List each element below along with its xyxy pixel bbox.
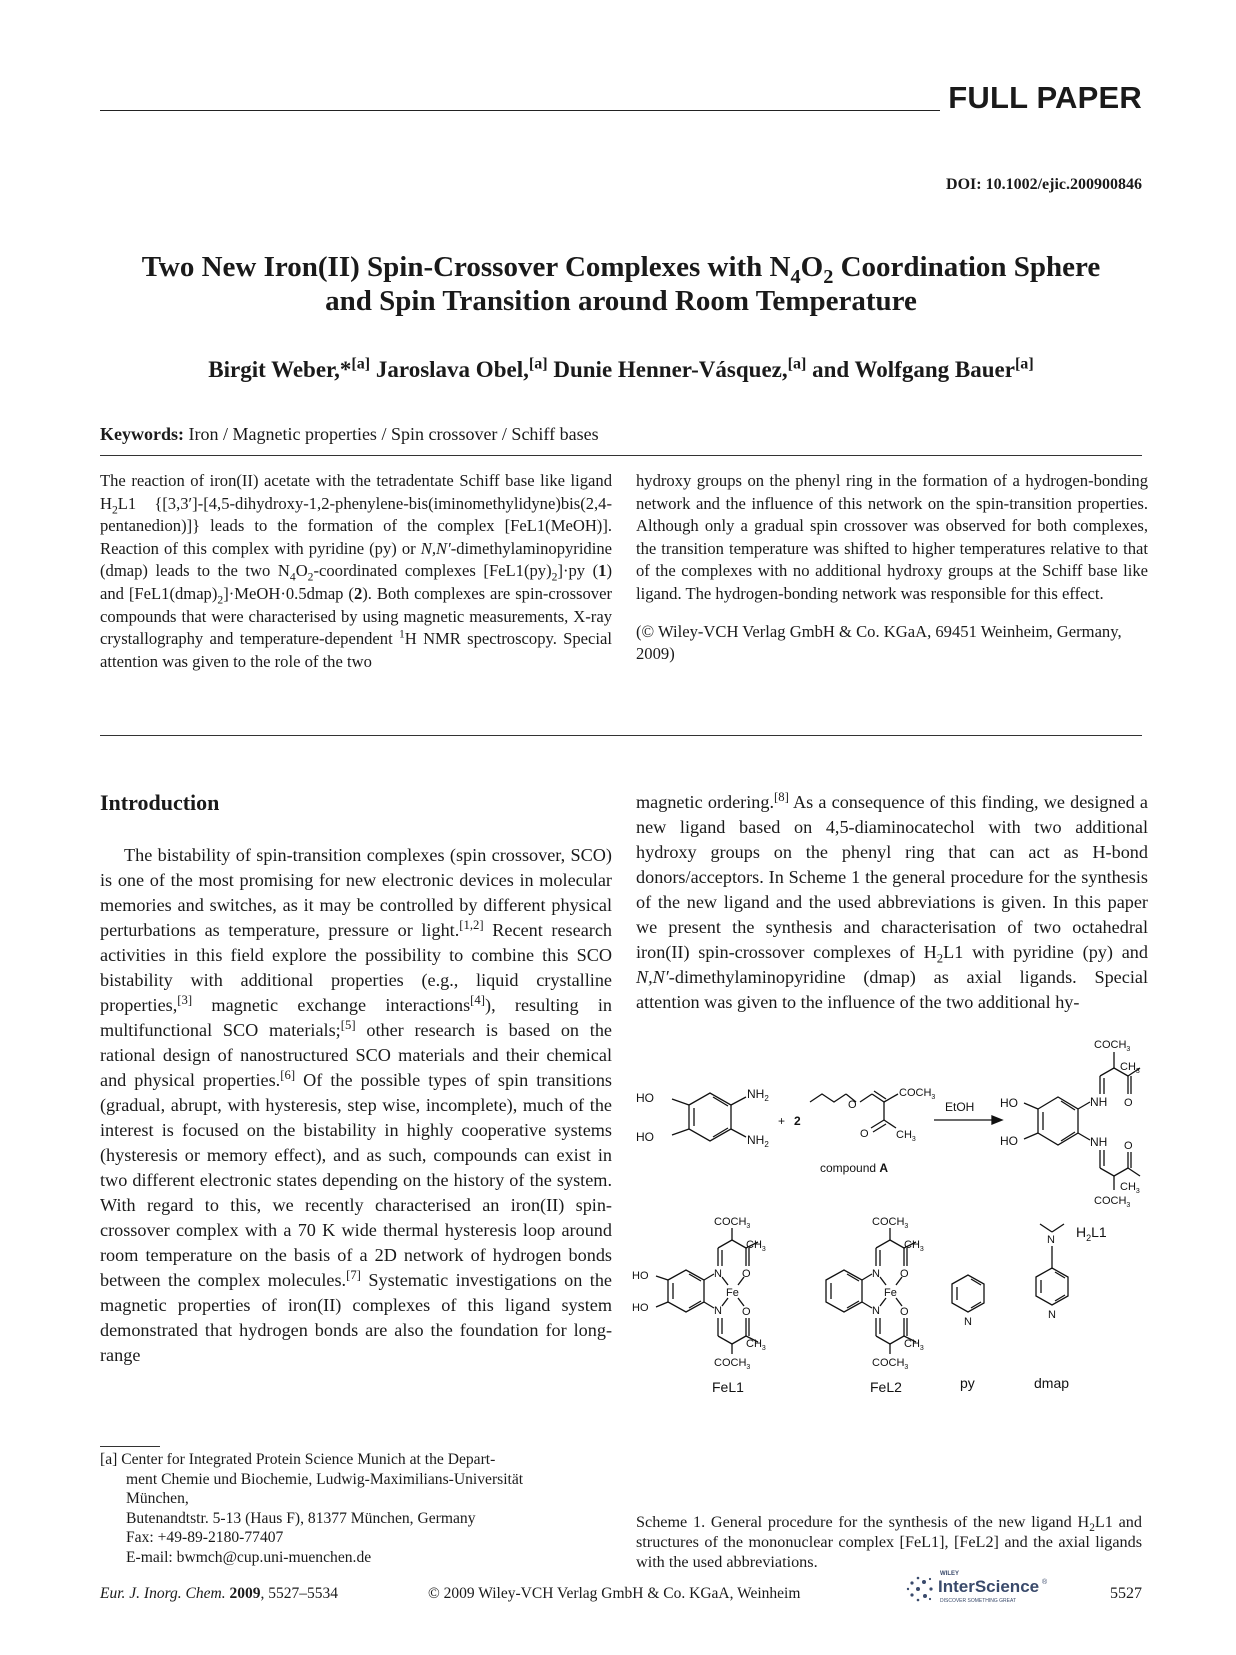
keywords-list: Iron / Magnetic properties / Spin crossover / Schiff bases [184, 424, 599, 444]
intro-left-column: The bistability of spin-transition complexes (spin crossover, SCO) is one of the most promising for new electronic devices in molecular memories and switches, as it may be controlled by different physical perturbations as temperature, pressure or light.[1,2] Recent research activities in this field explore the possibility to combine this SCO bistability with additional properties (e.g., liquid crystalline properties,[3] magnetic exchange interactions[4]), resulting in multifunctional SCO materials;[5] other research is based on the rational design of nanostructured SCO materials and their chemical and physical properties.[6] Of the possible types of spin transitions (gradual, abrupt, with hysteresis, step wise, incomplete), much of the interest is focused on the bistability in highly cooperative systems (hysteresis or memory effect), and as such, compounds can exist in two different electronic states depending on the history of the system. With regard to this, we recently characterised an iron(II) spin-crossover complex with a 70 K wide thermal hysteresis loop around room temperature on the basis of a 2D network of hydrogen bonds between the complex molecules.[7] Systematic investigations on the magnetic properties of iron(II) complexes of this ligand system demonstrated that hydrogen bonds are also the foundation for long-range [100, 845, 612, 1365]
svg-text:NH: NH [1090, 1135, 1108, 1149]
reagent-label: EtOH [945, 1100, 975, 1114]
abstract-left-column: The reaction of iron(II) acetate with the tetradentate Schiff base like ligand $H_2L1$ {[3,3′]-[4,5-dihydroxy-1,2-phenylene-bis(iminomethylidyne)bis(2,4-pentanedion)]} leads to the formation of the complex [FeL1(MeOH)]. Reaction of this complex with pyridine (py) or N,N′-dimethylaminopyridine (dmap) leads to the two $N_4O_2$-coordinated complexes $[FeL1(py)_2]\cdot py$ (1) and $[FeL1(dmap)_2]\cdot MeOH\cdot 0.5dmap$ (2). Both complexes are spin-crossover compounds that were characterised by using magnetic measurements, X-ray crystallography and temperature-dependent $^1$H NMR spectroscopy. Special attention was given to the role of the two [100, 471, 612, 671]
section-heading: Introduction [100, 790, 220, 815]
page-number: 5527 [1110, 1585, 1142, 1602]
svg-text:HO: HO [1000, 1096, 1018, 1110]
svg-text:CH3: $CH_3$ [904, 1239, 924, 1253]
citation: [4] [470, 992, 486, 1007]
citation: [6] [280, 1067, 296, 1082]
svg-text:HO: HO [632, 1270, 649, 1282]
abstract-text: hydroxy groups on the phenyl ring in the formation of a hydrogen-bonding network and the influence of this network on the spin-transition properties. Although only a gradual spin crossover was observed for both complexes, the transition temperature was shifted to higher temperatures relative to that of the complexes with no additional hydroxy groups at the Schiff base like ligand. The hydrogen-bonding network was responsible for this effect. [636, 471, 1148, 603]
abstract-rule [100, 735, 1142, 736]
svg-text:HO: HO [636, 1091, 654, 1105]
fel2-label: FeL2 [870, 1379, 902, 1395]
svg-text:COCH3: $COCH_3$ [872, 1357, 909, 1371]
svg-text:Fe: Fe [884, 1287, 897, 1299]
keywords [100, 424, 599, 445]
diaminocatechol-structure [636, 1087, 769, 1149]
svg-text:CH3: $CH_3$ [1120, 1181, 1140, 1195]
svg-text:O: O [742, 1306, 751, 1318]
h2l1-label: $H_2L1$ [1076, 1224, 1107, 1243]
author-list [100, 357, 1142, 383]
svg-text:HO: HO [632, 1302, 649, 1314]
svg-text:O: O [900, 1268, 909, 1280]
svg-text:HO: HO [1000, 1134, 1018, 1148]
svg-text:O: O [900, 1306, 909, 1318]
svg-text:COCH3: $COCH_3$ [899, 1087, 936, 1101]
svg-text:COCH3: $COCH_3$ [714, 1357, 751, 1371]
h2l1-structure [1000, 1039, 1140, 1243]
compound-a-label: compound A [820, 1161, 889, 1175]
fel2-structure [826, 1216, 924, 1395]
svg-text:O: O [742, 1268, 751, 1280]
keywords-rule [100, 455, 1142, 456]
author-name: Birgit Weber,* [208, 357, 352, 382]
svg-text:NH: NH [1090, 1095, 1108, 1109]
compound-a-structure [810, 1087, 935, 1175]
svg-text:O: O [860, 1128, 869, 1140]
svg-text:CH3: $CH_3$ [1120, 1061, 1140, 1075]
citation: [3] [177, 992, 193, 1007]
author-name: Dunie Henner-Vásquez, [547, 357, 788, 382]
svg-text:COCH3: $COCH_3$ [872, 1216, 909, 1230]
author-name: and Wolfgang Bauer [806, 357, 1015, 382]
svg-text:N: N [714, 1268, 722, 1280]
dmap-structure [1034, 1224, 1069, 1391]
header-rule [100, 110, 940, 111]
svg-text:Fe: Fe [726, 1287, 739, 1299]
svg-text:CH3: $CH_3$ [746, 1239, 766, 1253]
citation: [5] [340, 1017, 356, 1032]
citation: [8] [774, 789, 789, 804]
author-name: Jaroslava Obel, [370, 357, 529, 382]
scheme-caption: Scheme 1. General procedure for the synthesis of the new ligand $H_2L1$ and structures of the mononuclear complex [FeL1], [FeL2] and the axial ligands with the used abbreviations. [636, 1513, 1142, 1571]
svg-text:CH3: $CH_3$ [904, 1338, 924, 1352]
svg-text:DISCOVER SOMETHING GREAT: DISCOVER SOMETHING GREAT [940, 1598, 1017, 1604]
svg-text:N: N [1047, 1234, 1055, 1246]
email-link[interactable]: E-mail: bwmch@cup.uni-muenchen.de [126, 1548, 372, 1566]
svg-text:®: ® [1042, 1579, 1048, 1586]
svg-text:HO: HO [636, 1130, 654, 1144]
affiliation-marker: [a] [787, 355, 807, 373]
py-label: py [960, 1375, 975, 1391]
affiliation-marker: [a] [528, 355, 548, 373]
doi[interactable]: DOI: 10.1002/ejic.200900846 [946, 176, 1142, 193]
journal-citation: Eur. J. Inorg. Chem. 2009, 5527–5534 [100, 1585, 338, 1602]
plus-sign: + [778, 1114, 786, 1128]
svg-text:N: N [714, 1305, 722, 1317]
svg-text:InterScience: InterScience [938, 1577, 1040, 1596]
svg-text:COCH3: $COCH_3$ [1094, 1195, 1131, 1209]
abstract-right-column [636, 470, 1148, 666]
svg-text:N: N [872, 1305, 880, 1317]
pyridine-structure [952, 1275, 984, 1391]
footer-copyright: © 2009 Wiley-VCH Verlag GmbH & Co. KGaA, Weinheim [428, 1585, 801, 1602]
svg-text:N: N [872, 1268, 880, 1280]
svg-text:COCH3: $COCH_3$ [714, 1216, 751, 1230]
footnote-rule [100, 1446, 160, 1447]
stoichiometry: 2 [794, 1114, 801, 1128]
svg-text:NH2: $NH_2$ [747, 1133, 769, 1149]
citation: [1,2] [459, 917, 484, 932]
svg-text:O: O [848, 1099, 857, 1111]
affiliation-marker: [a] [351, 355, 371, 373]
article-title: Two New Iron(II) Spin-Crossover Complexes with $N_4O_2$ Coordination Sphere and Spin Transition around Room Temperature [141, 251, 1101, 317]
logo-sphere-icon [907, 1577, 933, 1602]
svg-text:CH3: $CH_3$ [746, 1338, 766, 1352]
scheme-figure [632, 1039, 1146, 1512]
svg-text:NH2: $NH_2$ [747, 1087, 769, 1103]
svg-text:WILEY: WILEY [940, 1571, 959, 1577]
svg-text:N: N [964, 1316, 972, 1328]
svg-text:CH3: $CH_3$ [896, 1129, 916, 1143]
svg-text:O: O [1124, 1140, 1133, 1152]
affiliation-footnote: [a] Center for Integrated Protein Science Munich at the Depart- ment Chemie und Biochemie, Ludwig-Maximilians-Universität München, Butenandtstr. 5-13 (Haus F), 81377 München, Germany Fax: +49-89-2180-77407 E-mail: bwmch@cup.uni-muenchen.de [100, 1450, 612, 1567]
affiliation-marker: [a] [1014, 355, 1034, 373]
keywords-label: Keywords: [100, 424, 184, 444]
section-label: FULL PAPER [948, 80, 1142, 115]
svg-text:O: O [1124, 1097, 1133, 1109]
fel1-label: FeL1 [712, 1379, 744, 1395]
interscience-logo[interactable] [904, 1567, 1054, 1607]
svg-text:N: N [1048, 1309, 1056, 1321]
dmap-label: dmap [1034, 1375, 1070, 1391]
svg-text:COCH3: $COCH_3$ [1094, 1039, 1131, 1053]
fel1-structure [632, 1216, 766, 1395]
intro-right-column: magnetic ordering.[8] As a consequence of this finding, we designed a new ligand based on 4,5-diaminocatechol with two additional hydroxy groups on the phenyl ring that can act as H-bond donors/acceptors. In Scheme 1 the general procedure for the synthesis of the new ligand and the used abbreviations is given. In this paper we present the synthesis and characterisation of two octahedral iron(II) spin-crossover complexes of $H_2L1$ with pyridine (py) and N,N′-dimethylaminopyridine (dmap) as axial ligands. Special attention was given to the influence of the two additional hy- [636, 789, 1148, 1012]
citation: [7] [346, 1267, 361, 1282]
abstract-copyright: (© Wiley-VCH Verlag GmbH & Co. KGaA, 69451 Weinheim, Germany, 2009) [636, 621, 1122, 664]
